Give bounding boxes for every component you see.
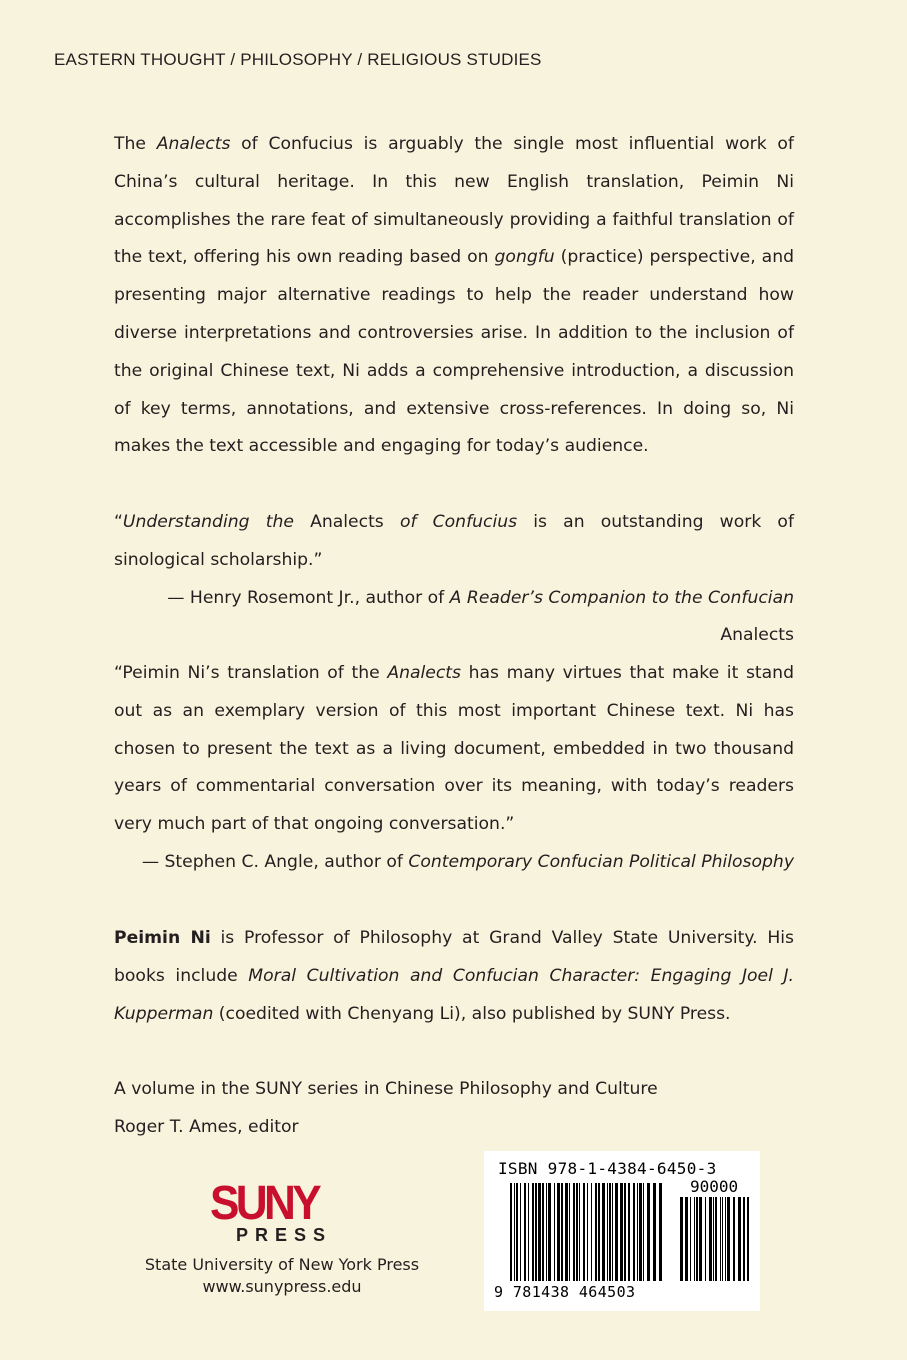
barcode-bar bbox=[576, 1183, 578, 1281]
suny-press-logo bbox=[140, 1177, 430, 1303]
barcode-bar bbox=[609, 1183, 611, 1281]
barcode-bar bbox=[709, 1197, 712, 1281]
isbn-barcode bbox=[484, 1151, 760, 1311]
barcode-bar bbox=[532, 1183, 534, 1281]
barcode-bar bbox=[685, 1197, 688, 1281]
barcode-bar bbox=[565, 1183, 568, 1281]
press-wordmark: PRESS bbox=[236, 1225, 333, 1245]
barcode-bar bbox=[727, 1197, 730, 1281]
barcode-bar bbox=[705, 1197, 706, 1281]
barcode-bar bbox=[516, 1183, 518, 1281]
barcode-bar bbox=[569, 1183, 570, 1281]
series-note bbox=[114, 1071, 794, 1147]
barcode-bar bbox=[747, 1197, 749, 1281]
barcode-bar bbox=[554, 1183, 555, 1281]
publisher-url[interactable]: www.sunypress.edu bbox=[202, 1277, 362, 1296]
barcode-bar bbox=[720, 1197, 721, 1281]
barcode-bar bbox=[595, 1183, 597, 1281]
barcode-bar bbox=[633, 1183, 635, 1281]
barcode-bar bbox=[602, 1183, 605, 1281]
barcode-bar bbox=[680, 1197, 683, 1281]
publisher-name: State University of New York Press bbox=[144, 1255, 420, 1274]
barcode-bar bbox=[725, 1197, 726, 1281]
barcode-bar bbox=[643, 1183, 644, 1281]
barcode-digits: 9 781438 464503 bbox=[494, 1283, 636, 1301]
barcode-bar bbox=[699, 1197, 702, 1281]
barcode-bar bbox=[722, 1197, 723, 1281]
barcode-bar bbox=[647, 1183, 650, 1281]
barcode-bar bbox=[579, 1183, 580, 1281]
endorsement-quote-rosemont: “Understanding the Analects of Confucius is an outstanding work of sinological scholarship.” — Henry Rosemont Jr., author of A Reader’s Companion to the Confucian Analects bbox=[114, 504, 794, 655]
isbn-text: ISBN 978-1-4384-6450-3 bbox=[498, 1159, 717, 1178]
description-paragraph: The Analects of Confucius is arguably the single most influential work of China’s cultural heritage. In this new English translation, Peimin Ni accomplishes the rare feat of simultaneously providing a faithful translation of the text, offering his own reading based on gongfu (practice) perspective, and presenting major alternative readings to help the reader understand how diverse interpretations and controversies arise. In addition to the inclusion of the original Chinese text, Ni adds a comprehensive introduction, a discussion of key terms, annotations, and extensive cross-references. In doing so, Ni makes the text accessible and engaging for today’s audience. bbox=[114, 134, 794, 457]
endorsement-quote-angle: “Peimin Ni’s translation of the Analects has many virtues that make it stand out as an exemplary version of this most important Chinese text. Ni has chosen to present the text as a living document, embedded in two thousand years of commentarial conversation over its meaning, with today’s readers very much part of that ongoing conversation.” — Stephen C. Angle, author of Contemporary Confucian Political Philosophy bbox=[114, 655, 794, 882]
barcode-bar bbox=[694, 1197, 695, 1281]
subject-category: EASTERN THOUGHT / PHILOSOPHY / RELIGIOUS STUDIES bbox=[54, 50, 542, 69]
barcode-bar bbox=[639, 1183, 642, 1281]
barcode-bar bbox=[524, 1183, 526, 1281]
barcode-bar bbox=[598, 1183, 600, 1281]
barcode-bar bbox=[583, 1183, 585, 1281]
barcode-bar bbox=[573, 1183, 575, 1281]
author-name: Peimin Ni bbox=[114, 928, 211, 948]
suny-wordmark: SUNY bbox=[210, 1177, 318, 1230]
series-editor: Roger T. Ames, editor bbox=[114, 1116, 299, 1137]
author-bio: Peimin Ni is Professor of Philosophy at Grand Valley State University. His books include Moral Cultivation and Confucian Character: Engaging Joel J. Kupperman (coedited with Chenyang Li), also published by SUNY Press. bbox=[114, 928, 794, 1024]
barcode-bar bbox=[587, 1183, 588, 1281]
barcode-bar bbox=[628, 1183, 630, 1281]
barcode-bar bbox=[542, 1183, 544, 1281]
barcode-bar bbox=[713, 1197, 714, 1281]
series-title: A volume in the SUNY series in Chinese Philosophy and Culture bbox=[114, 1079, 658, 1099]
barcode-bar bbox=[620, 1183, 623, 1281]
barcode-bar bbox=[510, 1183, 512, 1281]
barcode-bar bbox=[659, 1183, 662, 1281]
barcode-bar bbox=[561, 1183, 563, 1281]
barcode-bar bbox=[591, 1183, 592, 1281]
barcode-bar bbox=[535, 1183, 537, 1281]
barcode-bar bbox=[548, 1183, 551, 1281]
barcode-bar bbox=[520, 1183, 521, 1281]
quote-attribution: — Henry Rosemont Jr., author of A Reader’s Companion to the Confucian Analects bbox=[167, 587, 794, 646]
barcode-bar bbox=[690, 1197, 691, 1281]
quote-attribution: — Stephen C. Angle, author of Contemporary Confucian Political Philosophy bbox=[141, 851, 794, 872]
barcode-bar bbox=[653, 1183, 656, 1281]
barcode-bar bbox=[557, 1183, 560, 1281]
barcode-bar bbox=[738, 1197, 741, 1281]
barcode-bar bbox=[743, 1197, 745, 1281]
barcode-bar bbox=[637, 1183, 638, 1281]
barcode-bar bbox=[615, 1183, 618, 1281]
barcode-bar bbox=[546, 1183, 547, 1281]
barcode-bar bbox=[514, 1183, 515, 1281]
barcode-bar bbox=[538, 1183, 541, 1281]
barcode-bar bbox=[715, 1197, 717, 1281]
barcode-bar bbox=[607, 1183, 608, 1281]
price-code: 90000 bbox=[690, 1177, 739, 1196]
barcode-bar bbox=[528, 1183, 529, 1281]
barcode-bar bbox=[624, 1183, 626, 1281]
barcode-bar bbox=[696, 1197, 698, 1281]
barcode-bar bbox=[612, 1183, 613, 1281]
barcode-bar bbox=[733, 1197, 735, 1281]
